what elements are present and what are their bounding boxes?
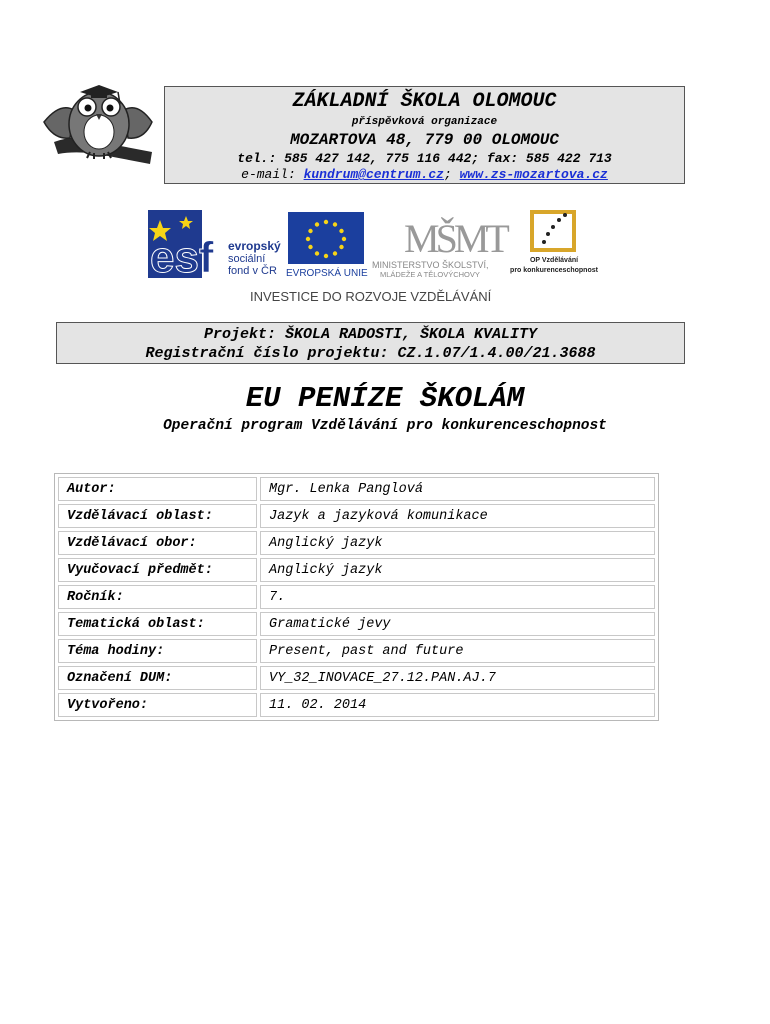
email-link[interactable]: kundrum@centrum.cz <box>303 167 444 182</box>
table-row <box>58 693 655 717</box>
info-key: Vyučovací předmět: <box>58 558 257 582</box>
info-value: Gramatické jevy <box>260 612 655 636</box>
email-label: e-mail: <box>241 167 296 182</box>
eu-flag-logo <box>286 212 368 279</box>
table-row <box>58 666 655 690</box>
info-key: Ročník: <box>58 585 257 609</box>
info-key: Autor: <box>58 477 257 501</box>
eu-caption: EVROPSKÁ UNIE <box>286 268 368 279</box>
info-value: Mgr. Lenka Panglová <box>260 477 655 501</box>
school-owl-logo <box>40 82 158 174</box>
school-header-box <box>164 86 685 184</box>
info-value: Anglický jazyk <box>260 558 655 582</box>
table-row <box>58 504 655 528</box>
info-value: Present, past and future <box>260 639 655 663</box>
table-row <box>58 585 655 609</box>
funding-logos <box>146 206 606 306</box>
project-registration: Registrační číslo projektu: CZ.1.07/1.4.00/21.3688 <box>145 345 596 362</box>
info-value: 7. <box>260 585 655 609</box>
msmt-logo <box>372 216 509 279</box>
project-box <box>56 322 685 364</box>
table-row <box>58 477 655 501</box>
project-name: Projekt: ŠKOLA RADOSTI, ŠKOLA KVALITY <box>203 326 538 343</box>
esf-word: esf <box>150 233 214 282</box>
table-row <box>58 639 655 663</box>
document-title: EU PENÍZE ŠKOLÁM <box>245 382 525 415</box>
info-key: Téma hodiny: <box>58 639 257 663</box>
table-row <box>58 531 655 555</box>
info-value: VY_32_INOVACE_27.12.PAN.AJ.7 <box>260 666 655 690</box>
op-caption-2: pro konkurenceschopnost <box>510 267 598 274</box>
info-key: Vzdělávací obor: <box>58 531 257 555</box>
esf-logo <box>148 210 284 282</box>
op-caption-1: OP Vzdělávání <box>529 257 579 264</box>
contact-separator: ; <box>444 167 452 182</box>
lesson-info-table <box>54 473 659 721</box>
msmt-caption-1: MINISTERSTVO ŠKOLSTVÍ, <box>372 260 489 270</box>
website-link[interactable]: www.zs-mozartova.cz <box>459 167 608 182</box>
organization-type: příspěvková organizace <box>351 116 498 128</box>
info-value: Jazyk a jazyková komunikace <box>260 504 655 528</box>
info-key: Vzdělávací oblast: <box>58 504 257 528</box>
info-key: Označení DUM: <box>58 666 257 690</box>
esf-caption-2: sociální <box>228 253 266 265</box>
school-name: ZÁKLADNÍ ŠKOLA OLOMOUC <box>292 90 557 113</box>
msmt-monogram: MŠMT <box>404 216 506 261</box>
table-row <box>58 558 655 582</box>
msmt-caption-2: MLÁDEŽE A TĚLOVÝCHOVY <box>380 270 480 279</box>
info-key: Vytvořeno: <box>58 693 257 717</box>
investment-banner: INVESTICE DO ROZVOJE VZDĚLÁVÁNÍ <box>250 289 492 304</box>
info-key: Tematická oblast: <box>58 612 257 636</box>
document-subtitle: Operační program Vzdělávání pro konkurenceschopnost <box>163 418 607 434</box>
esf-caption-3: fond v ČR <box>228 265 277 277</box>
info-value: 11. 02. 2014 <box>260 693 655 717</box>
info-value: Anglický jazyk <box>260 531 655 555</box>
esf-caption-1: evropský <box>228 239 281 253</box>
phone-numbers: tel.: 585 427 142, 775 116 442; fax: 585 422 713 <box>237 151 612 166</box>
op-vk-logo <box>510 212 599 274</box>
school-address: MOZARTOVA 48, 779 00 OLOMOUC <box>290 131 559 149</box>
table-row <box>58 612 655 636</box>
contact-line <box>165 167 684 182</box>
